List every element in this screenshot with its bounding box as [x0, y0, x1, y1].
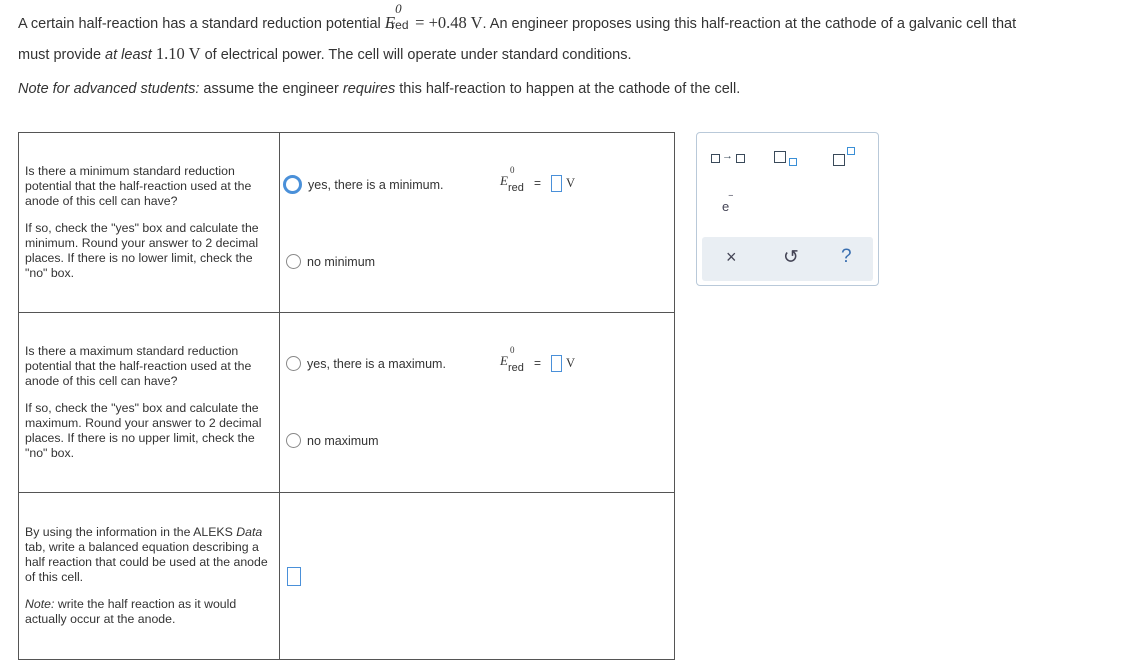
e-red-equation: [500, 345, 576, 375]
option-label: no minimum: [307, 254, 376, 269]
option-yes-maximum[interactable]: [286, 356, 446, 371]
e-red-equation: [500, 165, 576, 195]
eq-sup: 0: [510, 165, 515, 175]
equation-palette: [696, 132, 879, 286]
intro-text: A certain half-reaction has a standard reduction potential: [18, 16, 385, 32]
e-sub: red: [391, 18, 409, 32]
emphasis-at-least: at least: [105, 47, 152, 63]
minimum-value-input[interactable]: [551, 175, 562, 192]
eq-symbol: E: [500, 353, 508, 368]
question-note: [25, 597, 273, 627]
eq-symbol: E: [500, 173, 508, 188]
question-text: Is there a minimum standard reduction potential that the half-reaction used at the anode of this cell can have?: [25, 164, 252, 208]
electron-label: e: [722, 199, 730, 214]
question-cell: [19, 493, 280, 660]
unit-label: V: [566, 175, 576, 190]
help-icon[interactable]: ?: [841, 246, 852, 267]
option-label: no maximum: [307, 433, 379, 448]
intro-line-2: [18, 39, 1138, 70]
note-label: Note:: [25, 597, 55, 611]
e-red-scripts: [391, 1, 415, 32]
data-tab-emphasis: Data: [236, 525, 263, 539]
equals-sign: =: [534, 356, 542, 370]
e-symbol: E: [384, 13, 396, 32]
question-table: [18, 132, 675, 660]
note-text: write the half reaction as it would actually occur at the anode.: [25, 597, 237, 626]
eq-sub: red: [508, 182, 524, 194]
note-emphasis-requires: requires: [342, 81, 396, 97]
question-instructions: If so, check the "yes" box and calculate the maximum. Round your answer to 2 decimal places. If there is no upper limit, check the "no" box.: [25, 401, 262, 460]
maximum-value-input[interactable]: [551, 355, 562, 372]
question-row-minimum: [19, 133, 675, 313]
question-text-a: By using the information in the ALEKS: [25, 525, 237, 539]
radio-button-yes[interactable]: [286, 356, 301, 371]
superscript-box-icon[interactable]: [833, 147, 861, 169]
intro-text-2a: must provide: [18, 47, 106, 63]
radio-button-no[interactable]: [286, 254, 301, 269]
note-label: Note for advanced students:: [18, 81, 200, 97]
option-label: yes, there is a maximum.: [307, 356, 446, 371]
note-text-a: assume the engineer: [199, 81, 343, 97]
eq-sup: 0: [510, 345, 515, 355]
option-no-minimum[interactable]: [286, 254, 375, 269]
intro-text-2b: of electrical power. The cell will operate under standard conditions.: [200, 47, 632, 63]
question-text: [25, 525, 273, 585]
clear-icon[interactable]: ×: [726, 247, 737, 267]
option-label: yes, there is a minimum.: [308, 177, 444, 192]
electron-icon[interactable]: [722, 195, 738, 215]
question-row-half-reaction: [19, 493, 675, 660]
unit-label: V: [566, 355, 576, 370]
e-red-label: [500, 165, 524, 195]
equals-sign: =: [534, 176, 542, 190]
advanced-note: [18, 74, 1138, 104]
option-yes-minimum[interactable]: [286, 175, 443, 194]
intro-line-1: [18, 1, 1138, 39]
problem-statement: [18, 1, 1138, 104]
subscript-box-icon[interactable]: [774, 151, 802, 169]
e-sup: 0: [395, 1, 402, 16]
eq-sub: red: [508, 362, 524, 374]
answer-cell: [280, 493, 675, 660]
option-no-maximum[interactable]: [286, 433, 379, 448]
undo-icon[interactable]: ↺: [783, 247, 799, 268]
palette-actions: [702, 237, 873, 281]
e-red-symbol: [384, 1, 415, 32]
question-instructions: If so, check the "yes" box and calculate the minimum. Round your answer to 2 decimal places. If there is no lower limit, check the "no" box.: [25, 221, 259, 280]
e-red-label: [500, 345, 524, 375]
question-cell: [19, 133, 280, 313]
answer-cell: [280, 313, 675, 493]
question-text: Is there a maximum standard reduction potential that the half-reaction used at the anode of this cell can have?: [25, 344, 252, 388]
voltage-value: 1.10 V: [151, 44, 201, 63]
arrow-box-icon[interactable]: →: [711, 153, 747, 167]
intro-text-cont: . An engineer proposes using this half-reaction at the cathode of a galvanic cell that: [482, 16, 1017, 32]
potential-value: = +0.48 V: [415, 13, 483, 32]
question-cell: [19, 313, 280, 493]
answer-cell: [280, 133, 675, 313]
radio-button-no[interactable]: [286, 433, 301, 448]
minus-sign: ‾: [729, 195, 733, 207]
radio-button-yes[interactable]: [283, 175, 302, 194]
question-row-maximum: [19, 313, 675, 493]
note-text-b: this half-reaction to happen at the cathode of the cell.: [395, 81, 741, 97]
half-reaction-input[interactable]: [287, 567, 301, 586]
question-text-b: tab, write a balanced equation describing a half reaction that could be used at the anode of this cell.: [25, 540, 268, 584]
